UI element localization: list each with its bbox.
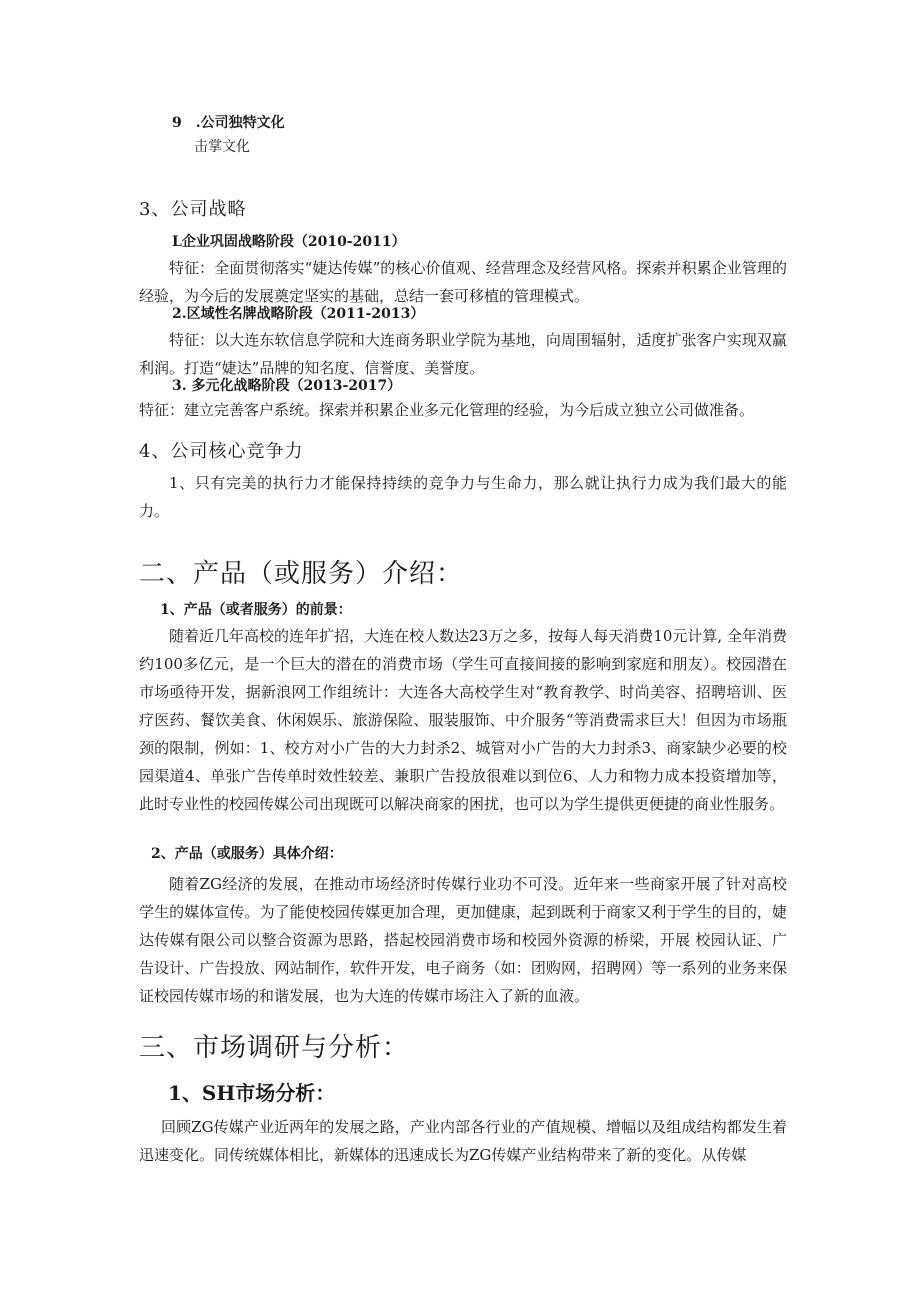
- stage-1-title: L企业巩固战略阶段（2010-2011）: [172, 234, 406, 250]
- part-2-sub-1-text: 随着近几年高校的连年扩招，大连在校人数达23万之多，按每人每天消费10元计算, 全年消费约100多亿元，是一个巨大的潜在的消费市场（学生可直接间接的影响到家庭和朋友）。校园潜在市场亟待开发，据新浪网工作组统计：大连各大高校学生对“教育教学、时尚美容、招聘培训、医疗医药、餐饮美食、休闲娱乐、旅游保险、服装服饰、中介服务“等消费需求巨大！但因为市场瓶颈的限制，例如：1、校方对小广告的大力封杀2、城管对小广告的大力封杀3、商家缺少必要的校园渠道4、单张广告传单时效性较差、兼职广告投放很难以到位6、人力和物力成本投资增加等，此时专业性的校园传媒公司出现既可以解决商家的困扰，也可以为学生提供更便捷的商业性服务。: [139, 627, 787, 813]
- part-2-heading: 二、产品（或服务）介绍：: [139, 559, 464, 589]
- part-2-sub-1-title: 1、产品（或者服务）的前景：: [160, 602, 352, 618]
- section-4-text: 1、只有完美的执行力才能保持持续的竞争力与生命力，那么就让执行力成为我们最大的能力。: [139, 474, 787, 520]
- stage-1-text: 特征：全面贯彻落实“婕达传媒”的核心价值观、经营理念及经营风格。探索并积累企业管理的经验，为今后的发展奠定坚实的基础，总结一套可移植的管理模式。: [139, 259, 787, 305]
- part-3-sub-1-title: 1、SH市场分析：: [168, 1081, 336, 1105]
- section-3-heading: 3、公司战略: [139, 199, 247, 220]
- part-3-sub-1-text: 回顾ZG传媒产业近两年的发展之路，产业内部各行业的产值规模、增幅以及组成结构都发生着迅速变化。同传统媒体相比，新媒体的迅速成长为ZG传媒产业结构带来了新的变化。从传媒: [139, 1118, 787, 1164]
- section-9-text: 击掌文化: [194, 139, 250, 155]
- stage-3-title: 3. 多元化战略阶段（2013-2017）: [172, 378, 402, 394]
- part-3-heading: 三、市场调研与分析：: [139, 1033, 410, 1063]
- stage-2-text: 特征：以大连东软信息学院和大连商务职业学院为基地，向周围辐射，适度扩张客户实现双赢利润。打造“婕达”品牌的知名度、信誉度、美誉度。: [139, 331, 787, 377]
- part-2-sub-2-title: 2、产品（或服务）具体介绍：: [151, 846, 343, 862]
- section-4-heading: 4、公司核心竞争力: [139, 441, 304, 462]
- stage-3-text: 特征：建立完善客户系统。探索并积累企业多元化管理的经验，为今后成立独立公司做准备。: [139, 401, 755, 419]
- section-9-heading: 9 .公司独特文化: [172, 115, 285, 131]
- part-2-sub-2-text: 随着ZG经济的发展，在推动市场经济时传媒行业功不可没。近年来一些商家开展了针对高校学生的媒体宣传。为了能使校园传媒更加合理，更加健康，起到既利于商家又利于学生的目的，婕达传媒有限公司以整合资源为思路，搭起校园消费市场和校园外资源的桥梁，开展 校园认证、广告设计、广告投放、网站制作，软件开发，电子商务（如：团购网，招聘网）等一系列的业务来保证校园传媒市场的和谐发展，也为大连的传媒市场注入了新的血液。: [139, 875, 787, 1005]
- stage-2-title: 2.区域性名牌战略阶段（2011-2013）: [172, 306, 425, 322]
